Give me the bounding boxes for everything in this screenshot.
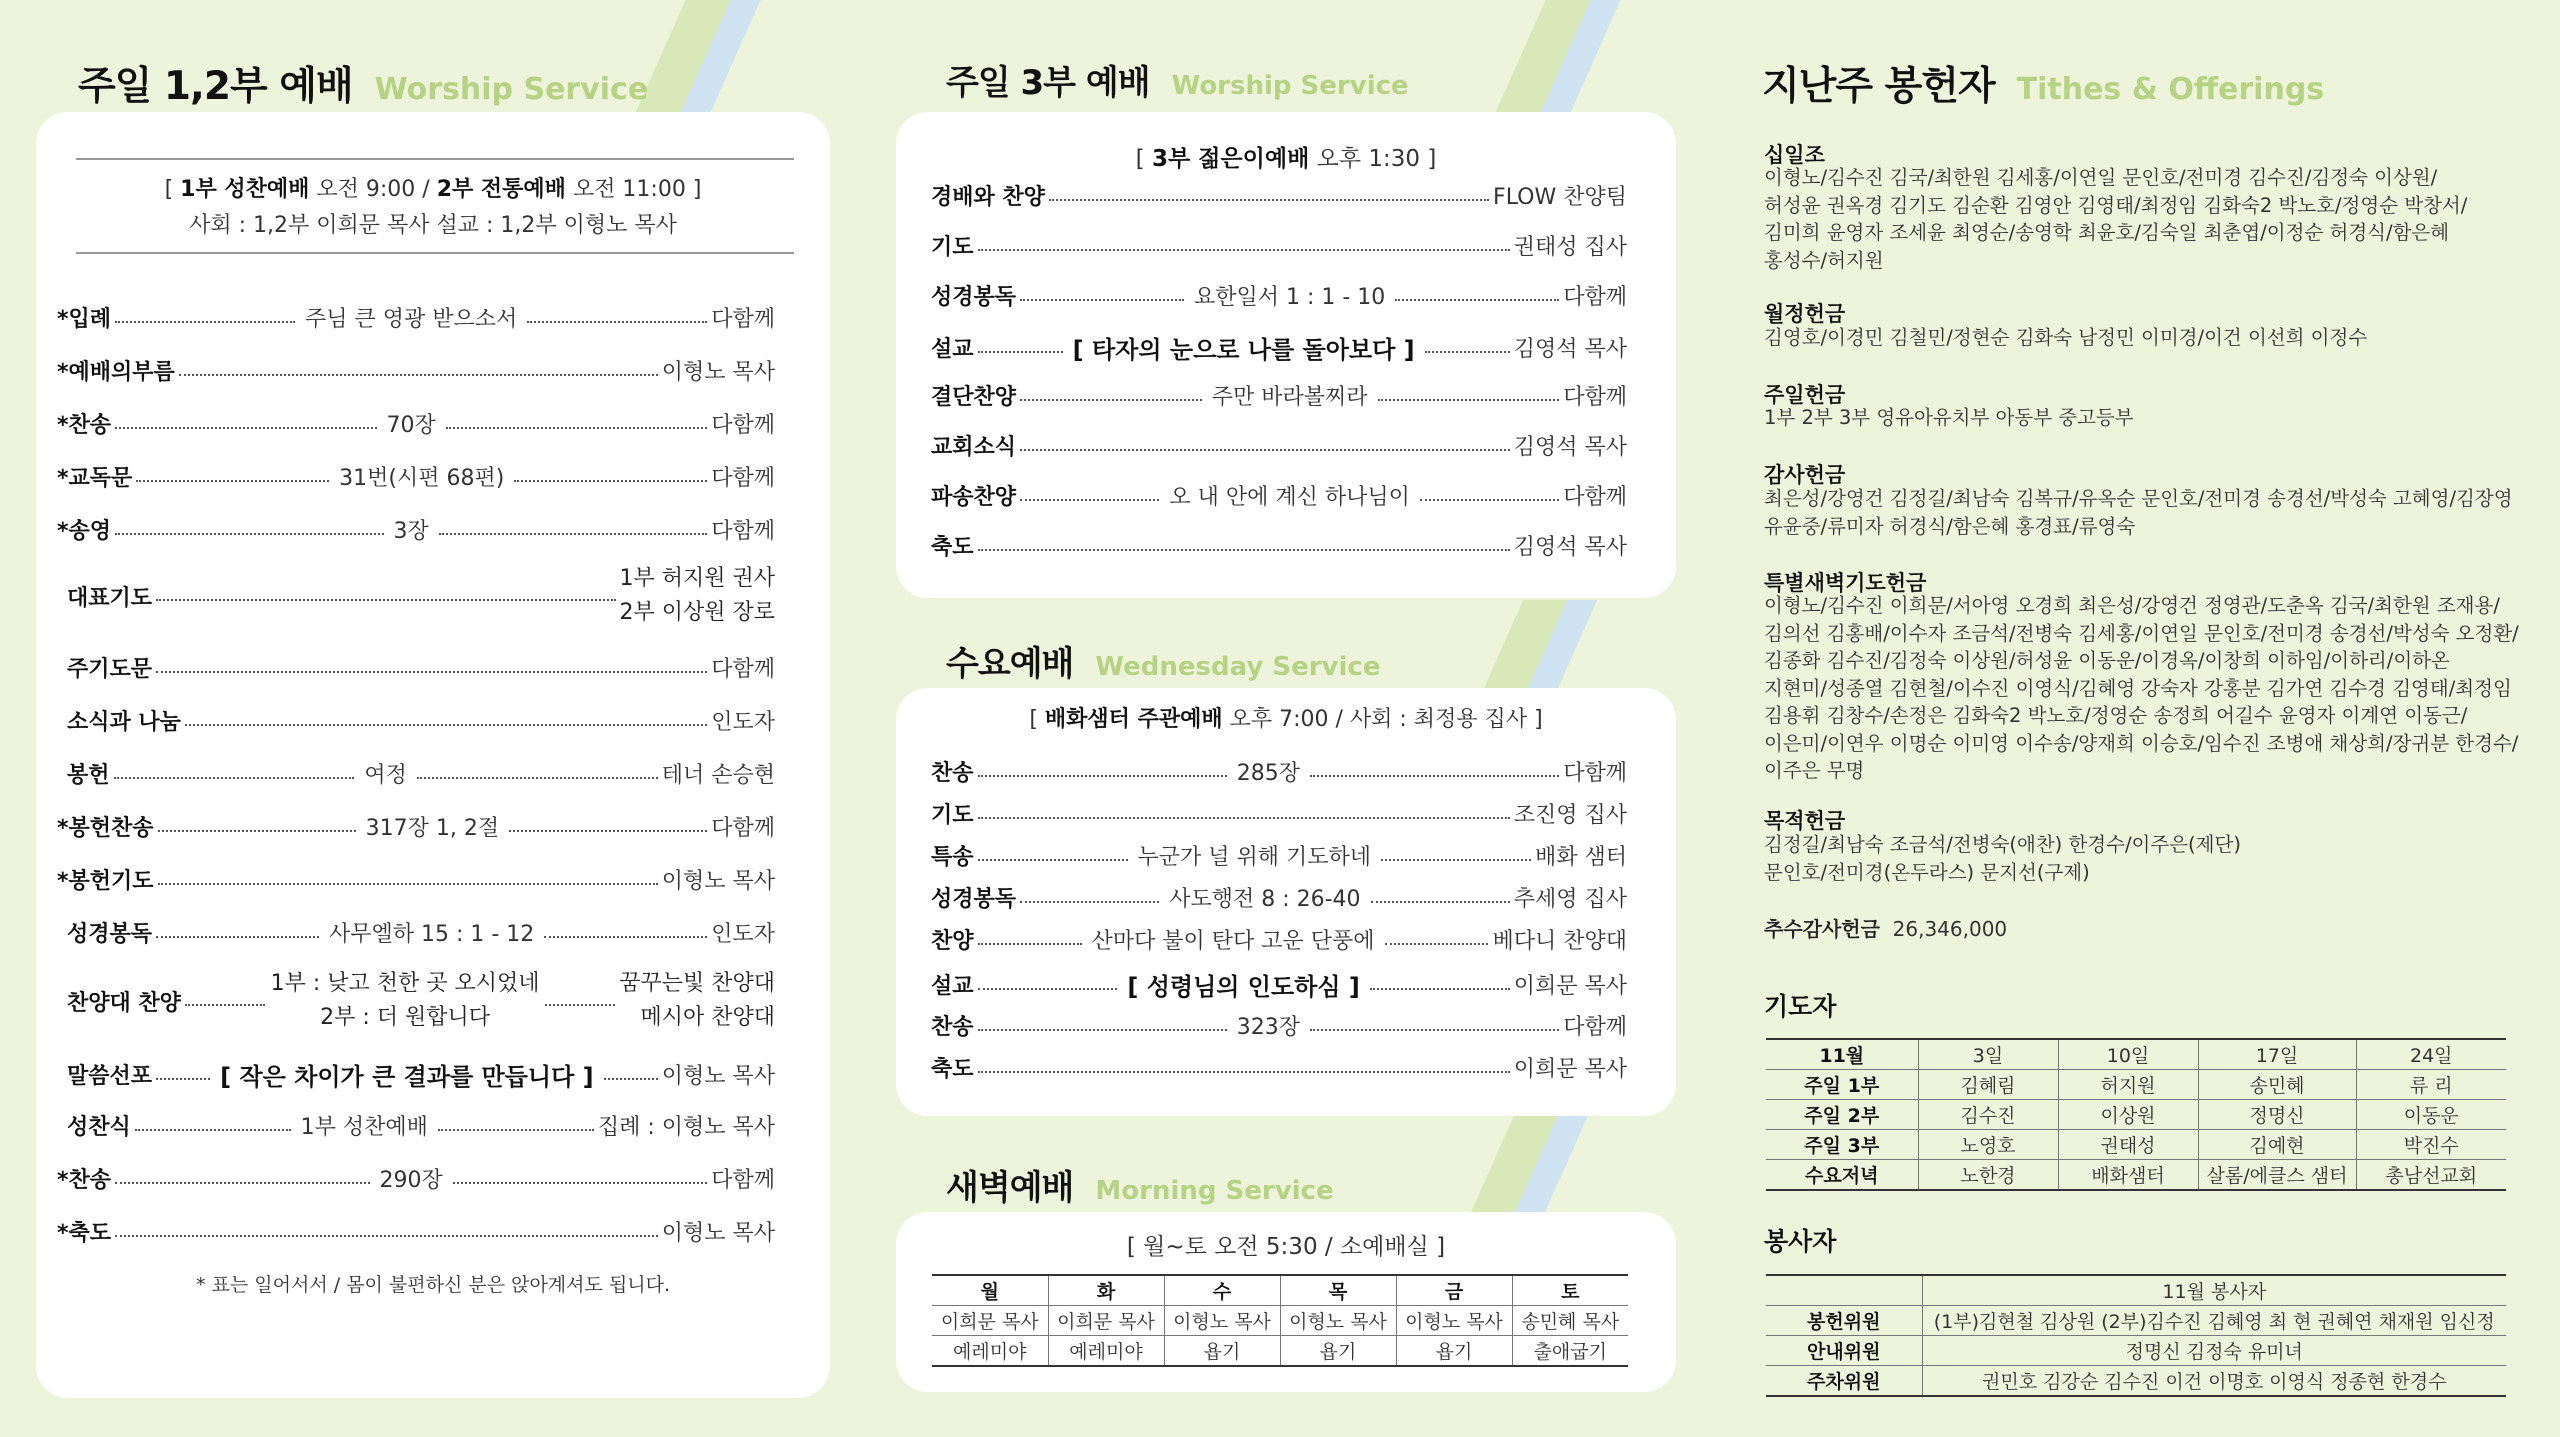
prayer-cell: 권태성: [2058, 1130, 2198, 1160]
offering-names: 김정길/최남숙 조금석/전병숙(애찬) 한경수/이주은(제단) 문인호/전미경(온두라스) 문지선(구제): [1764, 833, 2241, 884]
prayer-cell: 이동운: [2356, 1100, 2506, 1130]
service-times: [ 1부 성찬예배 오전 9:00 / 2부 전통예배 오전 11:00 ]: [164, 177, 702, 202]
order-item: 설교 [ 타자의 눈으로 나를 돌아보다 ] 김영석 목사: [931, 336, 1627, 364]
order-item: 성경봉독 요한일서 1 : 1 - 10 다함께: [931, 285, 1628, 310]
title-en: Worship Service: [374, 72, 649, 107]
prayer-service: 주일 3부: [1766, 1130, 1918, 1160]
morning-schedule-table: [932, 1274, 1628, 1367]
prayer-cell: 노영호: [1918, 1130, 2058, 1160]
order-item: *축도 이형노 목사: [57, 1221, 775, 1246]
title-ko: 주일 1,2부 예배: [78, 64, 353, 109]
title-ko: 수요예배: [946, 644, 1074, 684]
prayer-cell: 배화샘터: [2058, 1160, 2198, 1191]
volunteer-role: 봉헌위원: [1766, 1306, 1922, 1336]
order-item: *찬송 290장 다함께: [57, 1168, 775, 1193]
section-title-morning: [946, 1160, 1334, 1209]
title-ko: 새벽예배: [946, 1168, 1074, 1208]
offering-names: 이형노/김수진 김국/최한원 김세홍/이연일 문인호/전미경 김수진/김정숙 이상원/ 허성윤 권옥경 김기도 김순환 김영안 김영태/최정임 김화숙2 박노호/정영순 박창서/ 김미희 윤영자 조세윤 최영순/송영학 최윤호/김숙일 최춘엽/이정순 허경식/함은혜 홍성수/허지원: [1764, 166, 2468, 272]
order-item: *봉헌기도 이형노 목사: [57, 869, 775, 894]
order-item: 소식과 나눔 인도자: [67, 710, 775, 735]
morning-card: [896, 1212, 1676, 1392]
book-cell: 욥기: [1396, 1336, 1512, 1367]
order-item: 대표기도 1부 허지원 권사 2부 이상원 장로: [67, 566, 775, 625]
title-ko: 지난주 봉헌자: [1762, 64, 1995, 109]
order-item: 기도 권태성 집사: [931, 235, 1627, 260]
offering-title: 십일조: [1764, 143, 1825, 167]
book-cell: 예레미야: [932, 1336, 1048, 1367]
section-title-wednesday: [946, 636, 1380, 685]
order-item: 기도 조진영 집사: [931, 803, 1627, 828]
book-cell: 욥기: [1164, 1336, 1280, 1367]
offering-names: 최은성/강영건 김정길/최남숙 김복규/유옥순 문인호/전미경 송경선/박성숙 고혜영/김장영 유윤중/류미자 허경식/함은혜 홍경표/류영숙: [1764, 487, 2513, 538]
title-en: Worship Service: [1171, 71, 1409, 101]
preacher-cell: 이형노 목사: [1396, 1306, 1512, 1336]
offering-title: 주일헌금: [1764, 383, 1846, 407]
title-ko: 주일 3부 예배: [946, 63, 1150, 103]
prayer-header: 11월: [1766, 1039, 1918, 1070]
order-item: 특송 누군가 널 위해 기도하네 배화 샘터: [931, 845, 1628, 870]
prayer-service: 수요저녁: [1766, 1160, 1918, 1191]
volunteer-table: [1766, 1274, 2506, 1397]
section-title-offerings: [1762, 55, 2324, 111]
prayer-cell: 살롬/에클스 샘터: [2198, 1160, 2356, 1191]
order-item: 봉헌 여정 테너 손승현: [67, 763, 776, 788]
section-title-sunday-12: [78, 55, 648, 111]
section-title-sunday-3: [946, 55, 1409, 104]
order-item: *교독문 31번(시편 68편) 다함께: [57, 466, 775, 491]
day-header: 월: [932, 1275, 1048, 1306]
order-item: 결단찬양 주만 바라볼찌라 다함께: [931, 385, 1628, 410]
prayer-cell: 김예현: [2198, 1130, 2356, 1160]
offering-names: 김영호/이경민 김철민/정현순 김화숙 남정민 이미경/이건 이선희 이정수: [1764, 326, 2368, 349]
order-item: 축도 이희문 목사: [931, 1057, 1627, 1082]
volunteer-blank: [1766, 1275, 1922, 1306]
volunteer-role: 주차위원: [1766, 1366, 1922, 1397]
prayer-header: 24일: [2356, 1039, 2506, 1070]
prayer-cell: 정명신: [2198, 1100, 2356, 1130]
order-item: 주기도문 다함께: [67, 657, 775, 682]
prayer-cell: 허지원: [2058, 1070, 2198, 1100]
divider: [76, 158, 794, 160]
day-header: 수: [1164, 1275, 1280, 1306]
preacher-cell: 송민혜 목사: [1512, 1306, 1628, 1336]
preacher-cell: 이형노 목사: [1164, 1306, 1280, 1336]
prayer-title: 기도자: [1764, 992, 1837, 1021]
book-cell: 출애굽기: [1512, 1336, 1628, 1367]
order-item: 교회소식 김영석 목사: [931, 435, 1627, 460]
order-item: *송영 3장 다함께: [57, 519, 775, 544]
service-time: [ 월~토 오전 5:30 / 소예배실 ]: [1126, 1234, 1446, 1260]
order-item: *봉헌찬송 317장 1, 2절 다함께: [57, 816, 776, 841]
divider: [76, 252, 794, 254]
order-item: 성경봉독 사도행전 8 : 26-40 추세영 집사: [931, 887, 1628, 912]
preacher-cell: 이희문 목사: [932, 1306, 1048, 1336]
preacher-cell: 이형노 목사: [1280, 1306, 1396, 1336]
day-header: 화: [1048, 1275, 1164, 1306]
wednesday-card: [896, 688, 1676, 1116]
title-en: Wednesday Service: [1095, 652, 1381, 682]
order-item: 파송찬양 오 내 안에 계신 하나님이 다함께: [931, 485, 1627, 510]
prayer-service: 주일 1부: [1766, 1070, 1918, 1100]
order-item: 찬양 산마다 불이 탄다 고운 단풍에 베다니 찬양대: [931, 929, 1627, 954]
leader-preacher: 사회 : 1,2부 이희문 목사 설교 : 1,2부 이형노 목사: [189, 213, 677, 238]
order-item: *예배의부름 이형노 목사: [57, 360, 775, 385]
prayer-header: 3일: [1918, 1039, 2058, 1070]
order-item: 경배와 찬양 FLOW 찬양팀: [931, 185, 1627, 210]
service-time: [ 배화샘터 주관예배 오후 7:00 / 사회 : 최정용 집사 ]: [1029, 707, 1543, 732]
offering-names: 1부 2부 3부 영유아유치부 아동부 중고등부: [1764, 406, 2134, 429]
offering-title: 목적헌금: [1764, 809, 1846, 833]
order-item: 말씀선포 [ 작은 차이가 큰 결과를 만듭니다 ] 이형노 목사: [67, 1063, 775, 1091]
day-header: 금: [1396, 1275, 1512, 1306]
title-en: Tithes & Offerings: [2016, 72, 2325, 107]
order-item: 찬송 323장 다함께: [931, 1015, 1627, 1040]
offering-names: 이형노/김수진 이희문/서아영 오경희 최은성/강영건 정영관/도춘옥 김국/최한원 조재용/ 김의선 김홍배/이수자 조금석/전병숙 김세홍/이연일 문인호/전미경 송경선/박성숙 오정환/ 김종화 김수진/김정숙 이상원/허성윤 이동운/이경옥/이창희 이하임/이하리/이하온 지현미/성종열 김현철/이수진 이영식/김혜영 강숙자 강홍분 김가연 김수경 김영태/최정임 김용휘 김창수/손정은 김화숙2 박노호/정영순 송정희 어길수 윤영자 이계연 이동근/ 이은미/이연우 이명순 이미영 이수송/양재희 이승호/임수진 조병애 채상희/장귀분 한경수/ 이주은 무명: [1764, 594, 2519, 782]
offering-title: 특별새벽기도헌금: [1764, 571, 1927, 595]
service-time: [ 3부 젊은이예배 오후 1:30 ]: [1135, 146, 1437, 172]
prayer-cell: 총남선교회: [2356, 1160, 2506, 1191]
order-item: 설교 [ 성령님의 인도하심 ] 이희문 목사: [931, 973, 1628, 1001]
offering-title: 월정헌금: [1764, 302, 1846, 326]
book-cell: 예레미야: [1048, 1336, 1164, 1367]
preacher-cell: 이희문 목사: [1048, 1306, 1164, 1336]
order-item: 성경봉독 사무엘하 15 : 1 - 12 인도자: [67, 922, 775, 947]
offering-title: 감사헌금: [1764, 463, 1846, 487]
prayer-cell: 박진수: [2356, 1130, 2506, 1160]
volunteer-names: 정명신 김정숙 유미녀: [1922, 1336, 2506, 1366]
footnote: * 표는 일어서서 / 몸이 불편하신 분은 앉아계셔도 됩니다.: [195, 1274, 671, 1296]
volunteer-title: 봉사자: [1764, 1227, 1837, 1256]
prayer-service: 주일 2부: [1766, 1100, 1918, 1130]
prayer-cell: 김혜림: [1918, 1070, 2058, 1100]
day-header: 목: [1280, 1275, 1396, 1306]
title-en: Morning Service: [1095, 1176, 1334, 1206]
order-item: 찬양대 찬양 1부 : 낮고 천한 곳 오시었네 2부 : 더 원합니다 꿈꾸는빛 찬양대 메시아 찬양대: [67, 971, 775, 1030]
prayer-cell: 노한경: [1918, 1160, 2058, 1191]
book-cell: 욥기: [1280, 1336, 1396, 1367]
sunday-3-card: [896, 112, 1676, 598]
prayer-cell: 이상원: [2058, 1100, 2198, 1130]
prayer-header: 17일: [2198, 1039, 2356, 1070]
prayer-cell: 김수진: [1918, 1100, 2058, 1130]
harvest-offering: 추수감사헌금 26,346,000: [1764, 917, 2008, 941]
order-item: 찬송 285장 다함께: [931, 761, 1627, 786]
prayer-cell: 류 리: [2356, 1070, 2506, 1100]
order-item: *찬송 70장 다함께: [57, 413, 775, 438]
day-header: 토: [1512, 1275, 1628, 1306]
volunteer-role: 안내위원: [1766, 1336, 1922, 1366]
prayer-header: 10일: [2058, 1039, 2198, 1070]
sunday-12-card: [36, 112, 830, 1398]
order-item: 축도 김영석 목사: [931, 535, 1627, 560]
order-item: 성찬식 1부 성찬예배 집례 : 이형노 목사: [67, 1115, 775, 1140]
prayer-cell: 송민혜: [2198, 1070, 2356, 1100]
prayer-table: [1766, 1038, 2506, 1191]
volunteer-names: (1부)김현철 김상원 (2부)김수진 김혜영 최 현 권혜연 채재원 임신정: [1922, 1306, 2506, 1336]
volunteer-header: 11월 봉사자: [1922, 1275, 2506, 1306]
volunteer-names: 권민호 김강순 김수진 이건 이명호 이영식 정종현 한경수: [1922, 1366, 2506, 1397]
order-item: *입례 주님 큰 영광 받으소서 다함께: [57, 307, 775, 332]
